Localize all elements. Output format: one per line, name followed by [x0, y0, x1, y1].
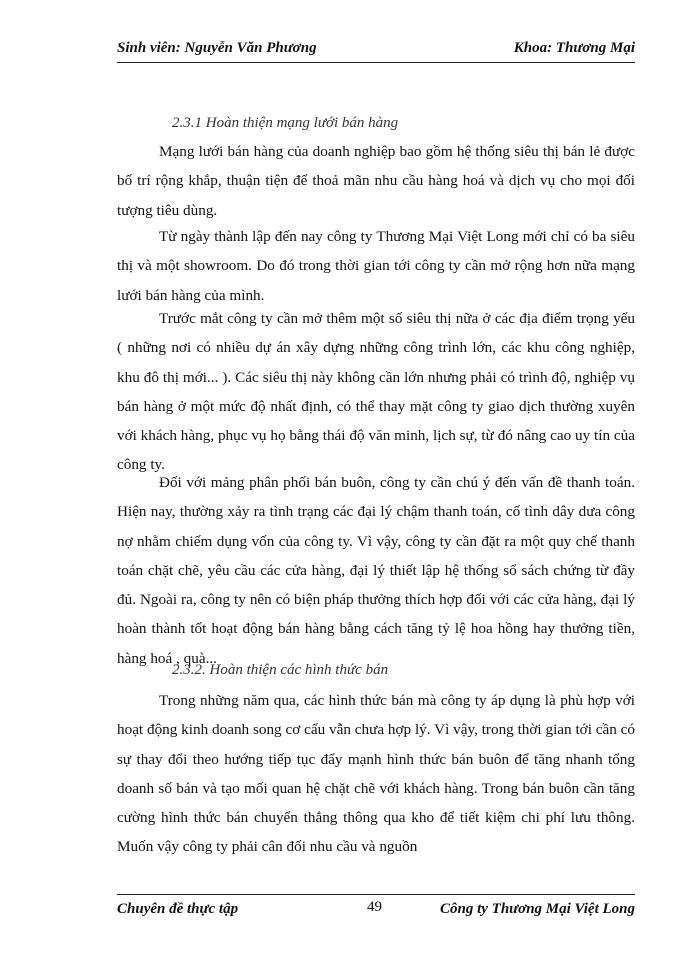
paragraph-2: Từ ngày thành lập đến nay công ty Thương Mại Việt Long mới chỉ có ba siêu thị và một showroom. Do đó trong thời gian tới công ty cần mở rộng hơn nữa mạng lưới bán hàng của mình.	[117, 228, 635, 304]
section-title-2-3-1: 2.3.1 Hoàn thiện mạng lưới bán hàng	[172, 115, 399, 131]
page-header	[117, 40, 635, 62]
page-number: 49	[367, 899, 382, 915]
page-footer	[117, 901, 635, 925]
footer-company: Công ty Thương Mại Việt Long	[440, 901, 635, 917]
faculty-name: Khoa: Thương Mại	[513, 40, 635, 56]
paragraph-4: Đối với mảng phân phối bán buôn, công ty cần chú ý đến vấn đề thanh toán. Hiện nay, thường xảy ra tình trạng các đại lý chậm thanh toán, cố tình dây dưa công nợ nhằm chiếm dụng vốn của công ty. Vì vậy, công ty cần đặt ra một quy chế thanh toán chặt chẽ, yêu cầu các cửa hàng, đại lý thiết lập hệ thống sổ sách chứng từ đầy đủ. Ngoài ra, công ty nên có biện pháp thưởng thích hợp đối với các cửa hàng, đại lý hoàn thành tốt hoạt động bán hàng bằng cách tăng tỷ lệ hoa hồng hay thưởng tiền, hàng hoá , quà...	[117, 474, 635, 667]
paragraph-1: Mạng lưới bán hàng của doanh nghiệp bao gồm hệ thống siêu thị bán lẻ được bố trí rộng khắp, thuận tiện để thoả mãn nhu cầu hàng hoá và dịch vụ cho mọi đối tượng tiêu dùng.	[117, 143, 635, 219]
paragraph-3: Trước mắt công ty cần mở thêm một số siêu thị nữa ở các địa điểm trọng yếu ( những nơi có nhiều dự án xây dựng những công trình lớn, các khu công nghiệp, khu đô thị mới... ). Các siêu thị này không cần lớn nhưng phải có trình độ, nghiệp vụ bán hàng ở một mức độ nhất định, có thể thay mặt công ty giao dịch thường xuyên với khách hàng, phục vụ họ bằng thái độ văn minh, lịch sự, từ đó nâng cao uy tín của công ty.	[117, 310, 635, 474]
paragraph-5: Trong những năm qua, các hình thức bán mà công ty áp dụng là phù hợp với hoạt động kinh doanh song cơ cấu vẫn chưa hợp lý. Vì vậy, trong thời gian tới cần có sự thay đổi theo hướng tiếp tục đẩy mạnh hình thức bán buôn để tăng nhanh tổng doanh số bán và tạo mối quan hệ chặt chẽ với khách hàng. Trong bán buôn cần tăng cường hình thức bán chuyển thẳng thông qua kho để tiết kiệm chi phí lưu thông. Muốn vậy công ty phải cân đối nhu cầu và nguồn	[117, 692, 635, 856]
footer-report-type: Chuyên đề thực tập	[117, 901, 239, 917]
header-rule	[117, 62, 635, 63]
footer-rule	[117, 894, 635, 895]
section-title-2-3-2: 2.3.2. Hoàn thiện các hình thức bán	[172, 662, 389, 678]
student-name: Sinh viên: Nguyễn Văn Phương	[117, 40, 317, 56]
